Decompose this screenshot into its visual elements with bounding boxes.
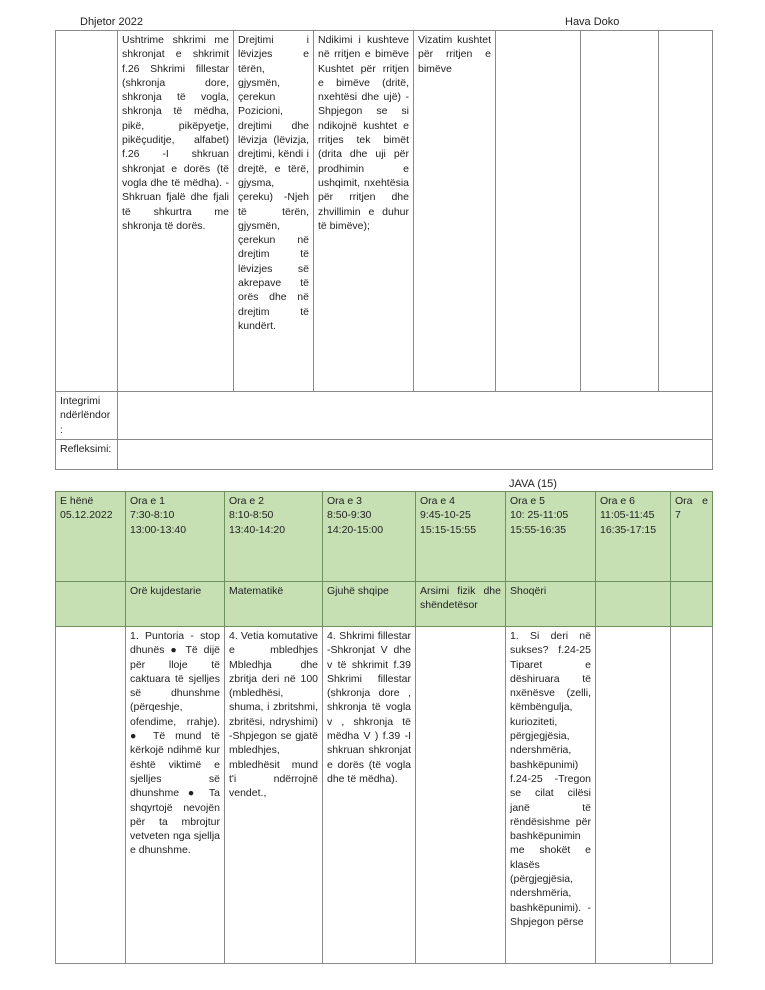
subjects-row: [56, 582, 713, 627]
subject-2: Matematikë: [225, 582, 323, 627]
cell-empty-5: [496, 31, 581, 392]
integrimi-value: [118, 392, 713, 440]
content-2: 4. Vetia komutative e mbledhjes Mbledhja dhe zbritja deri në 100 (mbledhësi, shuma, i zbritshmi, zbritësi, ndryshimi) -Shpjegon se gjatë mbledhjes, mbledhësit mund t'i ndërrojnë vendet.,: [225, 627, 323, 964]
content-0: [56, 627, 126, 964]
period-5: Ora e 5 10: 25-11:05 15:55-16:35: [506, 492, 596, 582]
header-teacher: Hava Doko: [565, 16, 620, 28]
subject-6: [596, 582, 671, 627]
day-cell: E hënë 05.12.2022: [56, 492, 126, 582]
header-month: Dhjetor 2022: [80, 16, 143, 28]
subject-5: Shoqëri: [506, 582, 596, 627]
content-4: [416, 627, 506, 964]
content-3: 4. Shkrimi fillestar -Shkronjat V dhe v të shkrimit f.39 Shkrimi fillestar (shkronja dore , shkronja të vogla v , shkronja të mëdha V ) f.39 -I shkruan shkronjat e dorës (të vogla dhe të mëdha).: [323, 627, 416, 964]
period-2: Ora e 2 8:10-8:50 13:40-14:20: [225, 492, 323, 582]
subject-0: [56, 582, 126, 627]
content-5: 1. Si deri në sukses? f.24-25 Tiparet e dëshiruara të nxënësve (zelli, këmbëngulja, kurioziteti, përgjegjësia, ndershmëria, bashkëpunimi) f.24-25 -Tregon se cilat cilësi janë të rëndësishme për bashkëpunimin me shokët e klasës (përgjegjësia, ndershmëria, bashkëpunimi). -Shpjegon përse: [506, 627, 596, 964]
integrimi-label: Integrimi ndërlëndor:: [56, 392, 118, 440]
cell-dituri-natyre: Ndikimi i kushteve në rritjen e bimëve Kushtet për rritjen e bimëve (dritë, nxehtësi dhe ujë) -Shpjegon se si ndikojnë kushtet e rritjes tek bimët (drita dhe uji për prodhimin e ushqimit, nxehtësia për rritjen dhe zhvillimin e duhur të bimëve);: [314, 31, 414, 392]
period-3: Ora e 3 8:50-9:30 14:20-15:00: [323, 492, 416, 582]
refleksimi-value: [118, 439, 713, 469]
week-label: JAVA (15): [509, 478, 557, 490]
subject-3: Gjuhë shqipe: [323, 582, 416, 627]
subject-1: Orë kujdestarie: [126, 582, 225, 627]
refleksimi-label: Refleksimi:: [56, 439, 118, 469]
content-row: [56, 627, 713, 964]
subject-7: [671, 582, 713, 627]
cell-empty-6: [581, 31, 659, 392]
cell-matematike: Drejtimi i lëvizjes e tërën, gjysmën, çerekun Pozicioni, drejtimi dhe lëvizja (lëvizja, drejtimi, këndi i drejtë, e tërë, gjysma, çereku) -Njeh të tërën, gjysmën, çerekun në drejtim të lëvizjes së akrepave të orës dhe në drejtim të kundërt.: [234, 31, 314, 392]
cell-empty-7: [659, 31, 713, 392]
refleksimi-row: [56, 439, 713, 469]
weekly-schedule-table: [55, 491, 713, 964]
content-1: 1. Puntoria - stop dhunës ● Të dijë për lloje të caktuara të sjelljes së dhunshme (përqeshje, ofendime, rrahje). ● Të mund të kërkojë ndihmë kur është viktimë e sjelljes së dhunshme ● Ta shqyrtojë nevojën për ta mbrojtur vetveten nga sjellja e dhunshme.: [126, 627, 225, 964]
cell-shkrim: Ushtrime shkrimi me shkronjat e shkrimit f.26 Shkrimi fillestar (shkronja dore, shkronja të vogla, shkronja të mëdha, pikë, pikëpyetje, pikëçuditje, alfabet) f.26 -I shkruan shkronjat e dorës (të vogla dhe të mëdha). -Shkruan fjalë dhe fjali të shkurtra me shkronja të dorës.: [118, 31, 234, 392]
period-6: Ora e 6 11:05-11:45 16:35-17:15: [596, 492, 671, 582]
content-6: [596, 627, 671, 964]
period-4: Ora e 4 9:45-10-25 15:15-15:55: [416, 492, 506, 582]
lesson-plan-table-continued: [55, 30, 713, 470]
period-7: Ora e 7: [671, 492, 713, 582]
period-1: Ora e 1 7:30-8:10 13:00-13:40: [126, 492, 225, 582]
periods-row: [56, 492, 713, 582]
integrimi-row: [56, 392, 713, 440]
cell-vizatim: Vizatim kushtet për rritjen e bimëve: [414, 31, 496, 392]
content-row: [56, 31, 713, 392]
cell-label: [56, 31, 118, 392]
content-7: [671, 627, 713, 964]
subject-4: Arsimi fizik dhe shëndetësor: [416, 582, 506, 627]
